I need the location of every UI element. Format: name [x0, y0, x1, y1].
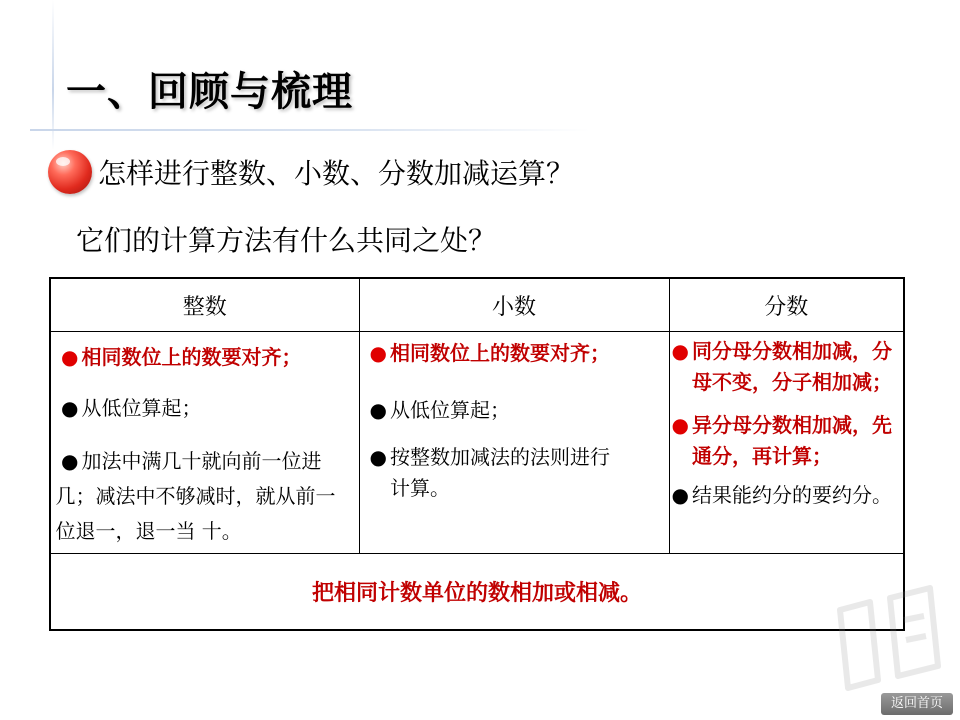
bullet-dot-icon: ●: [61, 449, 79, 473]
list-item: ● 从低位算起；: [370, 395, 663, 426]
bullet-dot-icon: ●: [369, 341, 387, 365]
red-ball-bullet-icon: [48, 150, 92, 194]
list-item: ● 结果能约分的要约分。: [672, 480, 898, 511]
watermark-logo-icon: [820, 580, 950, 700]
table-header-row: [50, 278, 904, 332]
list-item: ● 按整数加减法的法则进行计算。: [370, 442, 663, 504]
question-one: 怎样进行整数、小数、分数加减运算？: [98, 157, 575, 190]
bullet-dot-icon: ●: [61, 396, 79, 420]
bullet-dot-icon: ●: [671, 339, 689, 363]
question-two: 它们的计算方法有什么共同之处？: [76, 224, 497, 257]
decorative-horizontal-line: [30, 129, 590, 131]
list-item: ● 相同数位上的数要对齐；: [61, 342, 353, 373]
header-integer: 整数: [50, 278, 359, 332]
list-item: ● 加法中满几十就向前一位进几；减法中不够减时，就从前一位退一，退一当 十。: [61, 444, 353, 549]
fraction-rules-cell: [669, 332, 904, 554]
bullet-dot-icon: ●: [61, 345, 79, 369]
summary-text: 把相同计数单位的数相加或相减。: [50, 554, 904, 631]
table-summary-row: [50, 554, 904, 631]
integer-rules-cell: [50, 332, 359, 554]
list-item: ● 异分母分数相加减，先通分，再计算；: [672, 410, 898, 472]
decimal-rules-cell: [359, 332, 669, 554]
comparison-table: [49, 277, 905, 631]
decorative-vertical-line: [52, 0, 54, 150]
bullet-dot-icon: ●: [369, 398, 387, 422]
table-body-row: [50, 332, 904, 554]
list-item: ● 相同数位上的数要对齐；: [370, 338, 663, 369]
bullet-dot-icon: ●: [369, 445, 387, 469]
home-button[interactable]: 返回首页: [881, 693, 953, 715]
header-fraction: 分数: [669, 278, 904, 332]
bullet-dot-icon: ●: [671, 413, 689, 437]
header-decimal: 小数: [359, 278, 669, 332]
slide-title: 一、回顾与梳理: [66, 68, 353, 115]
list-item: ● 从低位算起；: [61, 393, 353, 424]
list-item: ● 同分母分数相加减，分母不变，分子相加减；: [672, 336, 898, 398]
bullet-dot-icon: ●: [671, 483, 689, 507]
